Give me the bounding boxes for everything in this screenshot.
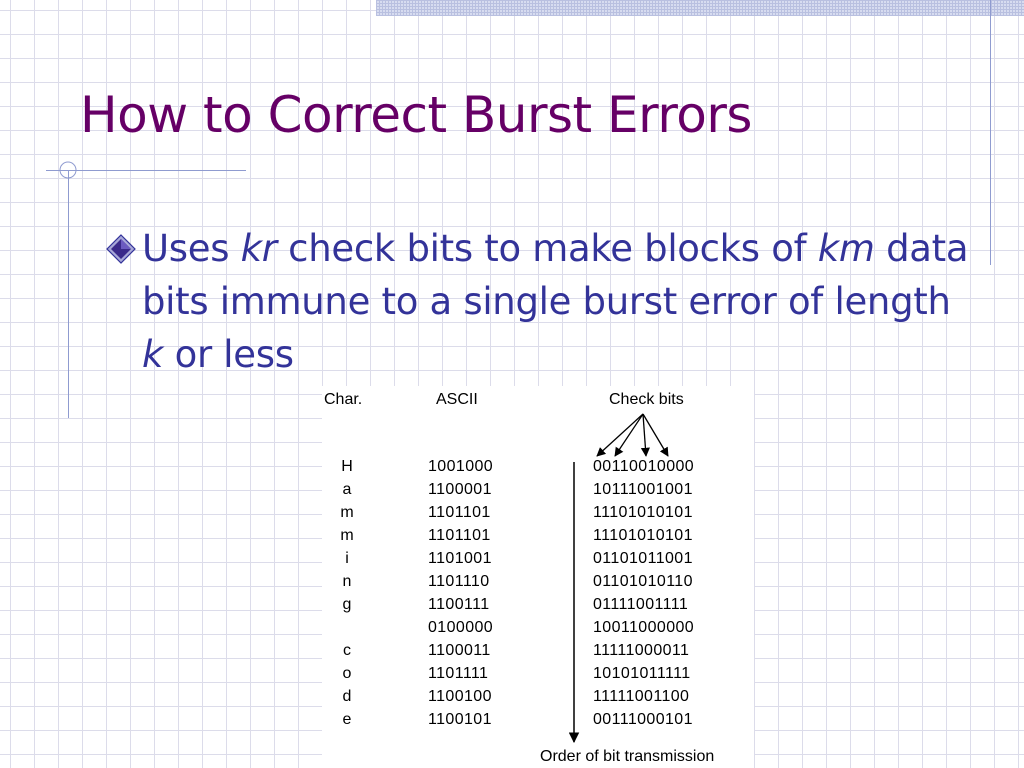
row-ascii: 1101110 [428, 573, 490, 590]
row-char: m [340, 527, 354, 544]
row-check-bits: 11111000011 [593, 642, 690, 659]
row-char: H [341, 458, 353, 475]
row-ascii: 1101101 [428, 527, 491, 544]
bullet-italic-kr: kr [240, 227, 277, 270]
order-of-transmission-label: Order of bit transmission [540, 748, 715, 765]
row-ascii: 1101111 [428, 665, 489, 682]
hamming-code-figure [322, 386, 754, 768]
top-decorative-band [376, 0, 1024, 16]
table-row [322, 458, 754, 481]
row-check-bits: 10111001001 [593, 481, 693, 498]
table-row [322, 688, 754, 711]
row-char: m [340, 504, 354, 521]
bit-table [322, 458, 754, 734]
table-row [322, 711, 754, 734]
row-ascii: 1100001 [428, 481, 492, 498]
row-char: n [342, 573, 352, 590]
row-ascii: 1100111 [428, 596, 490, 613]
slide-title: How to Correct Burst Errors [80, 86, 752, 144]
bullet-text-part: data bits immune to a single burst error of length [142, 227, 969, 323]
row-check-bits: 10101011111 [593, 665, 691, 682]
table-row [322, 550, 754, 573]
header-check-bits: Check bits [609, 391, 684, 408]
row-check-bits: 01101010110 [593, 573, 693, 590]
row-ascii: 1001000 [428, 458, 494, 475]
bullet-text-part: Uses [142, 227, 241, 270]
row-ascii: 1100011 [428, 642, 491, 659]
table-row [322, 573, 754, 596]
registration-mark-icon [55, 160, 81, 186]
bullet-text [142, 222, 972, 381]
row-check-bits: 01111001111 [593, 596, 689, 613]
row-check-bits: 11101010101 [593, 504, 693, 521]
row-char: o [342, 665, 352, 682]
table-row [322, 619, 754, 642]
row-char: e [342, 711, 352, 728]
diamond-bullet-icon [106, 234, 136, 264]
bullet-text-part: or less [163, 333, 294, 376]
table-row [322, 504, 754, 527]
bullet-italic-km: km [817, 227, 875, 270]
row-char: g [342, 596, 352, 613]
row-check-bits: 01101011001 [593, 550, 693, 567]
table-row [322, 527, 754, 550]
table-row [322, 481, 754, 504]
row-char: d [342, 688, 352, 705]
header-ascii: ASCII [436, 391, 478, 408]
bullet-text-part: check bits to make blocks of [276, 227, 818, 270]
table-row [322, 642, 754, 665]
header-char: Char. [324, 391, 363, 408]
row-char: i [345, 550, 349, 567]
row-check-bits: 10011000000 [593, 619, 695, 636]
row-ascii: 1100101 [428, 711, 492, 728]
check-bit-arrows [597, 414, 668, 456]
row-check-bits: 00110010000 [593, 458, 695, 475]
row-ascii: 1101001 [428, 550, 492, 567]
bullet-italic-k: k [142, 333, 164, 376]
row-check-bits: 11111001100 [593, 688, 690, 705]
row-ascii: 0100000 [428, 619, 494, 636]
row-char: a [342, 481, 352, 498]
table-row [322, 665, 754, 688]
left-vertical-rule [68, 170, 69, 418]
table-row [322, 596, 754, 619]
row-ascii: 1100100 [428, 688, 492, 705]
row-ascii: 1101101 [428, 504, 491, 521]
right-vertical-rule [990, 0, 991, 265]
row-char: c [343, 642, 351, 659]
row-check-bits: 00111000101 [593, 711, 693, 728]
row-check-bits: 11101010101 [593, 527, 693, 544]
